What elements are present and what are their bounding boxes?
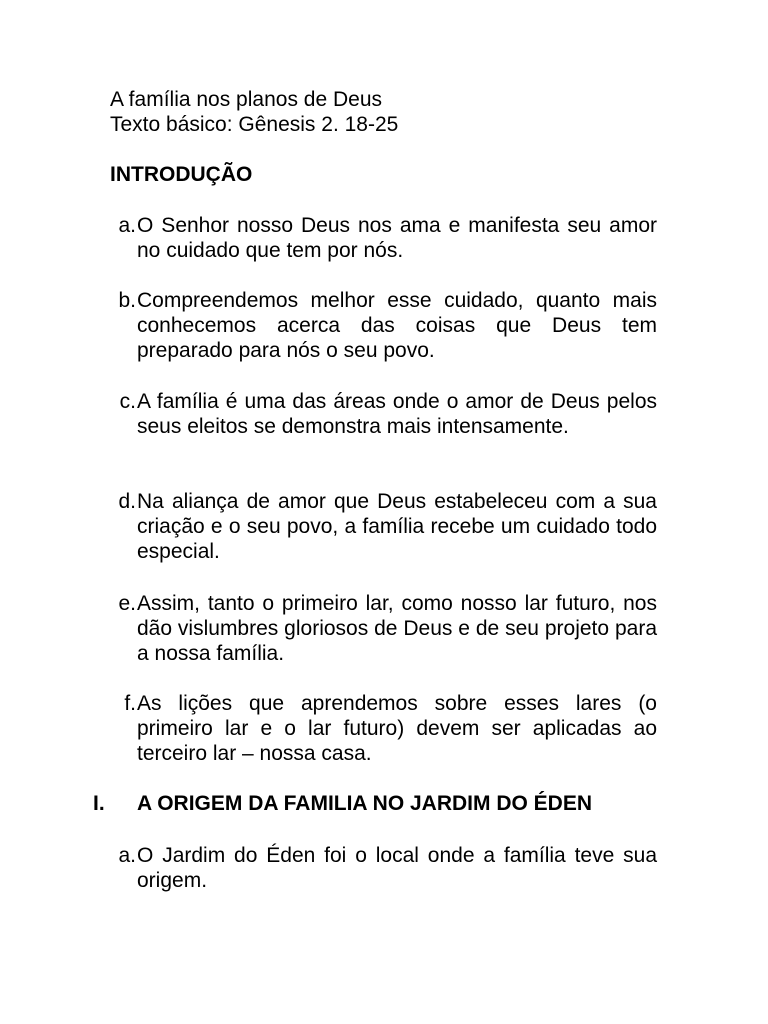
document-subtitle: Texto básico: Gênesis 2. 18-25 xyxy=(110,113,399,136)
item-text: Compreendemos melhor esse cuidado, quanto mais conhecemos acerca das coisas que Deus tem preparado para nós o seu povo. xyxy=(137,289,657,362)
intro-item-c xyxy=(110,389,657,439)
item-marker: e. xyxy=(118,592,136,615)
item-text: A família é uma das áreas onde o amor de Deus pelos seus eleitos se demonstra mais intensamente. xyxy=(137,390,657,438)
section-number: I. xyxy=(93,792,105,815)
intro-item-f xyxy=(110,691,657,766)
intro-item-a xyxy=(110,213,657,263)
intro-item-d xyxy=(110,489,657,564)
intro-heading: INTRODUÇÃO xyxy=(110,163,253,186)
item-marker: a. xyxy=(118,214,136,237)
item-marker: d. xyxy=(118,490,136,513)
item-text: Assim, tanto o primeiro lar, como nosso lar futuro, nos dão vislumbres gloriosos de Deus e de seu projeto para a nossa família. xyxy=(137,592,657,665)
item-marker: b. xyxy=(118,289,136,312)
item-text: O Senhor nosso Deus nos ama e manifesta seu amor no cuidado que tem por nós. xyxy=(137,214,657,262)
intro-item-e xyxy=(110,591,657,666)
section-title: A ORIGEM DA FAMILIA NO JARDIM DO ÉDEN xyxy=(137,792,593,815)
section-1-heading xyxy=(93,791,592,816)
item-text: O Jardim do Éden foi o local onde a família teve sua origem. xyxy=(137,844,657,892)
item-text: As lições que aprendemos sobre esses lares (o primeiro lar e o lar futuro) devem ser aplicadas ao terceiro lar – nossa casa. xyxy=(137,692,657,765)
item-marker: a. xyxy=(118,844,136,867)
item-marker: f. xyxy=(124,692,136,715)
item-marker: c. xyxy=(119,390,136,413)
item-text: Na aliança de amor que Deus estabeleceu com a sua criação e o seu povo, a família recebe um cuidado todo especial. xyxy=(137,490,657,563)
document-title: A família nos planos de Deus xyxy=(110,88,382,111)
section-1-item-a xyxy=(110,843,657,893)
intro-item-b xyxy=(110,288,657,363)
